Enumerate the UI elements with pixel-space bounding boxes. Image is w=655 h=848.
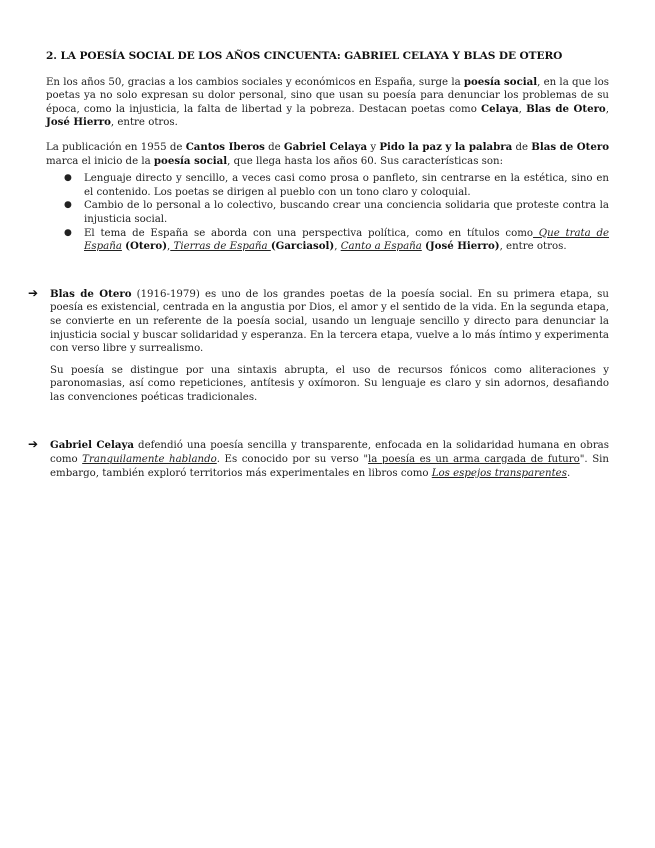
text: (1916-1979) es uno de los grandes poetas de la poesía social. En su primera etapa, su poesía es existencial, centrada en la angustia por Dios, el amor y el sentido de la vida. En la segunda etapa, se convierte en un referente de la poesía social, usando un lenguaje sencillo y directo para denunciar la injusticia social y buscar solidaridad y esperanza. En la tercera etapa, vuelve a lo más íntimo y experimenta con verso libre y surrealismo. <box>50 288 609 355</box>
list-item <box>46 172 609 199</box>
text: de <box>512 141 532 153</box>
bullet-icon: ● <box>64 227 72 238</box>
text: y <box>367 141 380 153</box>
otero-paragraph <box>50 288 609 356</box>
text: , <box>518 103 527 115</box>
text: , <box>167 241 171 253</box>
quote-link[interactable]: la poesía es un arma cargada de futuro <box>368 454 580 466</box>
text: , en la que los poetas ya no solo expresan su dolor personal, sino que usan su poesía para denunciar los problemas de su época, como la injusticia, la falta de libertad y la pobreza. Destacan poetas como <box>46 76 609 115</box>
bold-term: Pido la paz y la palabra <box>379 140 513 153</box>
list-item <box>46 227 609 254</box>
arrow-icon: ➔ <box>28 285 39 300</box>
list-item <box>46 199 609 226</box>
title-link[interactable]: Que trata de España <box>84 227 610 253</box>
bold-term: Celaya <box>481 102 519 115</box>
bullet-icon: ● <box>64 200 72 211</box>
text: La publicación en 1955 de <box>46 141 186 153</box>
poet-name: Gabriel Celaya <box>50 439 134 452</box>
text: de <box>264 141 284 153</box>
text: . Es conocido por su verso " <box>216 454 369 466</box>
section-heading: 2. LA POESÍA SOCIAL DE LOS AÑOS CINCUENTA: GABRIEL CELAYA Y BLAS DE OTERO <box>46 50 563 62</box>
document-content <box>28 50 610 480</box>
bold-term: Blas de Otero <box>526 102 606 115</box>
celaya-paragraph <box>50 439 609 480</box>
bold-term: poesía social <box>463 75 538 88</box>
bold-term: poesía social <box>153 154 228 167</box>
text: El tema de España se aborda con una perspectiva política, como en títulos como <box>84 227 534 239</box>
text: , que llega hasta los años 60. Sus características son: <box>227 155 504 167</box>
celaya-section <box>28 437 609 480</box>
author-name: (José Hierro) <box>425 240 500 253</box>
bullet-icon: ● <box>64 173 72 184</box>
text: , entre otros. <box>499 241 567 253</box>
text: defendió una poesía sencilla y transparente, enfocada en la solidaridad humana en obras como <box>50 440 609 466</box>
text: , <box>605 103 609 115</box>
text: . <box>566 467 571 479</box>
characteristics-list <box>46 172 609 254</box>
poet-name: Blas de Otero <box>50 287 132 300</box>
intro-paragraph <box>46 76 609 130</box>
bold-term: José Hierro <box>46 116 111 129</box>
text: marca el inicio de la <box>46 155 154 167</box>
list-item-text: Lenguaje directo y sencillo, a veces casi como prosa o panfleto, sin centrarse en la estética, sino en el contenido. Los poetas se dirigen al pueblo con un tono claro y coloquial. <box>84 173 609 198</box>
bold-term: Cantos Iberos <box>185 140 265 153</box>
bold-term: Blas de Otero <box>531 140 610 153</box>
author-name: (Garciasol) <box>270 240 335 253</box>
otero-style-paragraph: Su poesía se distingue por una sintaxis abrupta, el uso de recursos fónicos como aliteraciones y paronomasias, así como repeticiones, antítesis y oxímoron. Su lenguaje es claro y sin adornos, desafiando las convenciones poéticas tradicionales. <box>50 364 609 403</box>
title-link[interactable]: Tierras de España <box>170 241 271 253</box>
text: En los años 50, gracias a los cambios sociales y económicos en España, surge la <box>46 76 464 88</box>
text: , entre otros. <box>110 117 178 129</box>
arrow-icon: ➔ <box>28 437 39 452</box>
title-link[interactable]: Los espejos transparentes <box>431 467 567 479</box>
author-name: (Otero) <box>125 240 168 253</box>
bold-term: Gabriel Celaya <box>283 140 368 153</box>
publication-paragraph <box>46 141 609 168</box>
title-link[interactable]: Canto a España <box>340 241 422 253</box>
text: ". Sin embargo, también exploró territorios más experimentales en libros como <box>50 454 609 479</box>
text: , <box>334 241 341 253</box>
otero-section <box>28 285 609 405</box>
list-item-text: Cambio de lo personal a lo colectivo, buscando crear una conciencia solidaria que proteste contra la injusticia social. <box>84 200 609 225</box>
title-link[interactable]: Tranquilamente hablando <box>82 454 217 466</box>
